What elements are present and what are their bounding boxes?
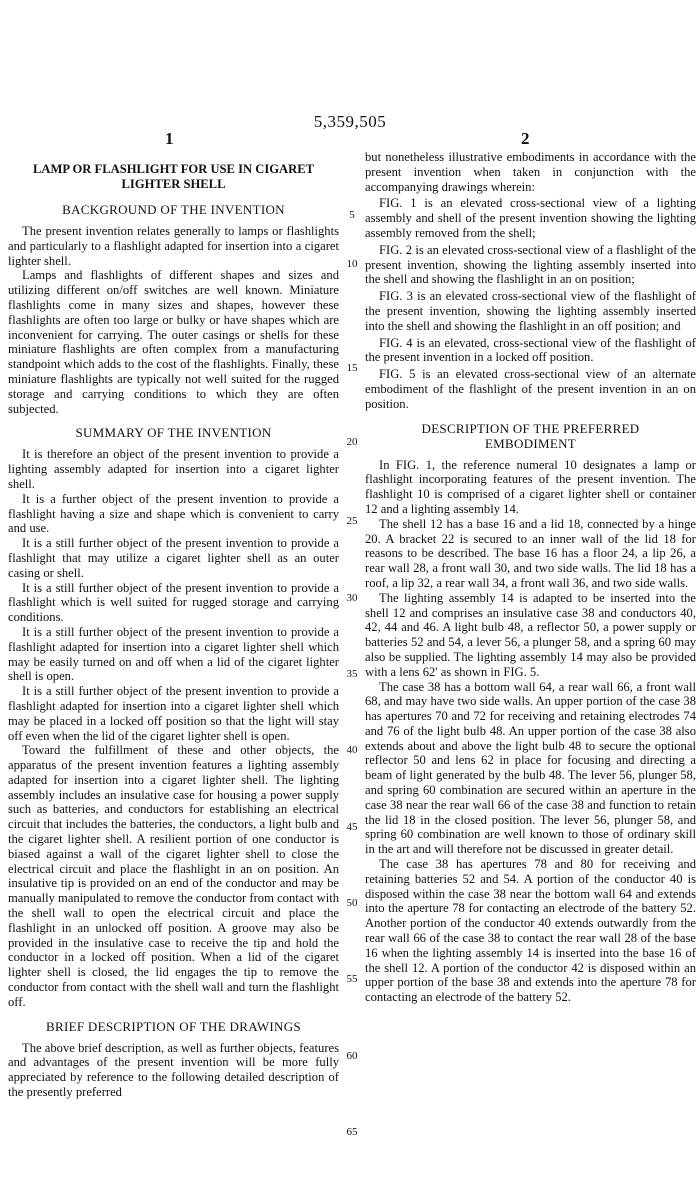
paragraph: It is a still further object of the present invention to provide a flashlight which is well suited for rugged storage and carrying conditions.: [8, 580, 339, 625]
line-number-gutter: [344, 0, 360, 1191]
paragraph: The shell 12 has a base 16 and a lid 18, connected by a hinge 20. A bracket 22 is secured to an inner wall of the lid 18 for reasons to be described. The base 16 has a floor 24, a lip 26, a rear wall 28, a front wall 30, and two side walls. The lid 18 has a roof, a lip 32, a rear wall 34, a front wall 36, and two side walls.: [365, 516, 696, 590]
paragraph: The case 38 has a bottom wall 64, a rear wall 66, a front wall 68, and may have two side walls. An upper portion of the case 38 has apertures 70 and 72 for receiving and retaining electrodes 74 and 76 of the light bulb 48. An upper portion of the case 38 also extends about and above the light bulb 48 to secure the optional reflector 50 and lens 62 in place for focusing and directing a beam of light generated by the bulb 48. The lever 56, plunger 58, and spring 60 combination are secured within an aperture in the case 38 near the rear wall 66 of the case 38 and function to retain the lid 18 in the closed position. The lever 56, plunger 58, and spring 60 combination are well known to those of ordinary skill in the art and will therefore not be discussed in greater detail.: [365, 679, 696, 857]
paragraph: Toward the fulfillment of these and other objects, the apparatus of the present invention features a lighting assembly adapted for insertion into a cigaret lighter shell. The lighting assembly includes an insulative case for housing a power supply such as batteries, and conductors for establishing an electrical circuit that includes the batteries, the conductors, a light bulb and the cigaret lighter shell. A resilient portion of one conductor is biased against a wall of the cigaret lighter shell to close the electrical circuit and place the flashlight in an on position. An insulative tip is provided on an end of the conductor and may be manually manipulated to remove the conductor from contact with the shell wall to open the electrical circuit and place the flashlight in an unlocked off position. A groove may also be provided in the insulative case to receive the tip and hold the conductor in a locked off position. When a lid of the cigaret lighter shell is closed, the lid engages the tip to remove the conductor from contact with the shell wall and turn the flashlight off.: [8, 743, 339, 1009]
paragraph: It is a still further object of the present invention to provide a flashlight that may utilize a cigaret lighter shell as an outer casing or shell.: [8, 536, 339, 580]
figure-description: FIG. 3 is an elevated cross-sectional view of the flashlight of the present invention, showing the lighting assembly inserted into the shell and showing the flashlight in an off position; and: [365, 289, 696, 333]
paragraph: In FIG. 1, the reference numeral 10 designates a lamp or flashlight incorporating features of the present invention. The flashlight 10 is comprised of a cigaret lighter shell or container 12 and a lighting assembly 14.: [365, 457, 696, 516]
figure-description: FIG. 2 is an elevated cross-sectional view of a flashlight of the present invention, showing the lighting assembly inserted into the shell and showing the flashlight in an on position;: [365, 242, 696, 287]
left-column: [8, 150, 339, 1100]
paragraph: The lighting assembly 14 is adapted to be inserted into the shell 12 and comprises an insulative case 38 and conductors 40, 42, 44 and 46. A light bulb 48, a reflector 50, a power supply or batteries 52 and 54, a lever 56, a plunger 58, and a spring 60 may also be supplied. The lighting assembly 14 may also be provided with a lens 62' as shown in FIG. 5.: [365, 590, 696, 679]
background-heading: BACKGROUND OF THE INVENTION: [62, 202, 285, 217]
line-number: 65: [346, 1126, 358, 1138]
figure-description: FIG. 1 is an elevated cross-sectional view of a lighting assembly and shell of the present invention showing the lighting assembly removed from the shell;: [365, 196, 696, 240]
figure-description: FIG. 5 is an elevated cross-sectional view of an alternate embodiment of the flashlight of the present invention in an on position.: [365, 367, 696, 411]
paragraph: The case 38 has apertures 78 and 80 for receiving and retaining batteries 52 and 54. A portion of the conductor 40 is disposed within the case 38 near the bottom wall 64 and extends into the aperture 78 for contacting an electrode of the battery 52. Another portion of the conductor 40 extends outwardly from the rear wall 66 of the case 38 to contact the rear wall 28 of the base 16 when the lighting assembly 14 is inserted into the base 16 of the shell 12. A portion of the conductor 42 is disposed within an upper portion of the base 38 and extends into the aperture 78 for contacting an electrode of the battery 52.: [365, 857, 696, 1005]
paragraph: It is a still further object of the present invention to provide a flashlight adapted for insertion into a cigaret lighter shell which may be placed in a locked off position so that the light will stay off even when the lid of the cigaret lighter shell is open.: [8, 684, 339, 743]
heading-line: EMBODIMENT: [484, 435, 577, 451]
line-number: 20: [346, 436, 358, 448]
paragraph: It is therefore an object of the present invention to provide a lighting assembly adapted for insertion into a cigaret lighter shell.: [8, 447, 339, 491]
paragraph: It is a further object of the present invention to provide a flashlight having a size and shape which is convenient to carry and use.: [8, 491, 339, 536]
line-number: 60: [346, 1050, 358, 1062]
line-number: 40: [346, 744, 358, 756]
line-number: 35: [346, 668, 358, 680]
heading-line: DESCRIPTION OF THE PREFERRED: [421, 420, 640, 436]
line-number: 55: [346, 973, 358, 985]
preferred-embodiment-heading: [365, 421, 696, 451]
line-number: 10: [346, 258, 358, 270]
summary-heading: SUMMARY OF THE INVENTION: [75, 425, 272, 441]
paragraph: The present invention relates generally to lamps or flashlights and particularly to a flashlight adapted for insertion into a cigaret lighter shell.: [8, 224, 339, 268]
paragraph: The above brief description, as well as further objects, features and advantages of the present invention will be more fully appreciated by reference to the following detailed description of the presently preferred: [8, 1040, 339, 1100]
brief-description-heading: BRIEF DESCRIPTION OF THE DRAWINGS: [46, 1018, 301, 1034]
paragraph: Lamps and flashlights of different shapes and sizes and utilizing different on/off switches are well known. Miniature flashlights come in many sizes and shapes, however these flashlights are often too large or bulky or have shapes which are inconvenient for carrying. The outer casings or shells for these miniature flashlights are often complex from a manufacturing standpoint which adds to the cost of the flashlights. Finally, these miniature flashlights are typically not well suited for the rugged storage and carrying conditions to which they are often subjected.: [8, 268, 339, 416]
line-number: 50: [346, 897, 358, 909]
line-number: 30: [346, 592, 358, 604]
right-column: [365, 150, 696, 1005]
invention-title: LAMP OR FLASHLIGHT FOR USE IN CIGARET LIGHTER SHELL: [32, 162, 315, 191]
patent-number: 5,359,505: [313, 112, 387, 131]
line-number: 45: [346, 821, 358, 833]
column-number-left: 1: [165, 129, 174, 148]
line-number: 25: [346, 515, 358, 527]
paragraph: It is a still further object of the present invention to provide a flashlight adapted for insertion into a cigaret lighter shell which may be easily turned on and off when a lid of the cigaret lighter shell is open.: [8, 624, 339, 684]
line-number: 5: [349, 209, 355, 221]
line-number: 15: [346, 362, 358, 374]
column-number-right: 2: [521, 129, 530, 148]
figure-description: FIG. 4 is an elevated, cross-sectional view of the flashlight of the present invention in a locked off position.: [365, 335, 696, 365]
paragraph: but nonetheless illustrative embodiments in accordance with the present invention when taken in conjunction with the accompanying drawings wherein:: [365, 150, 696, 194]
